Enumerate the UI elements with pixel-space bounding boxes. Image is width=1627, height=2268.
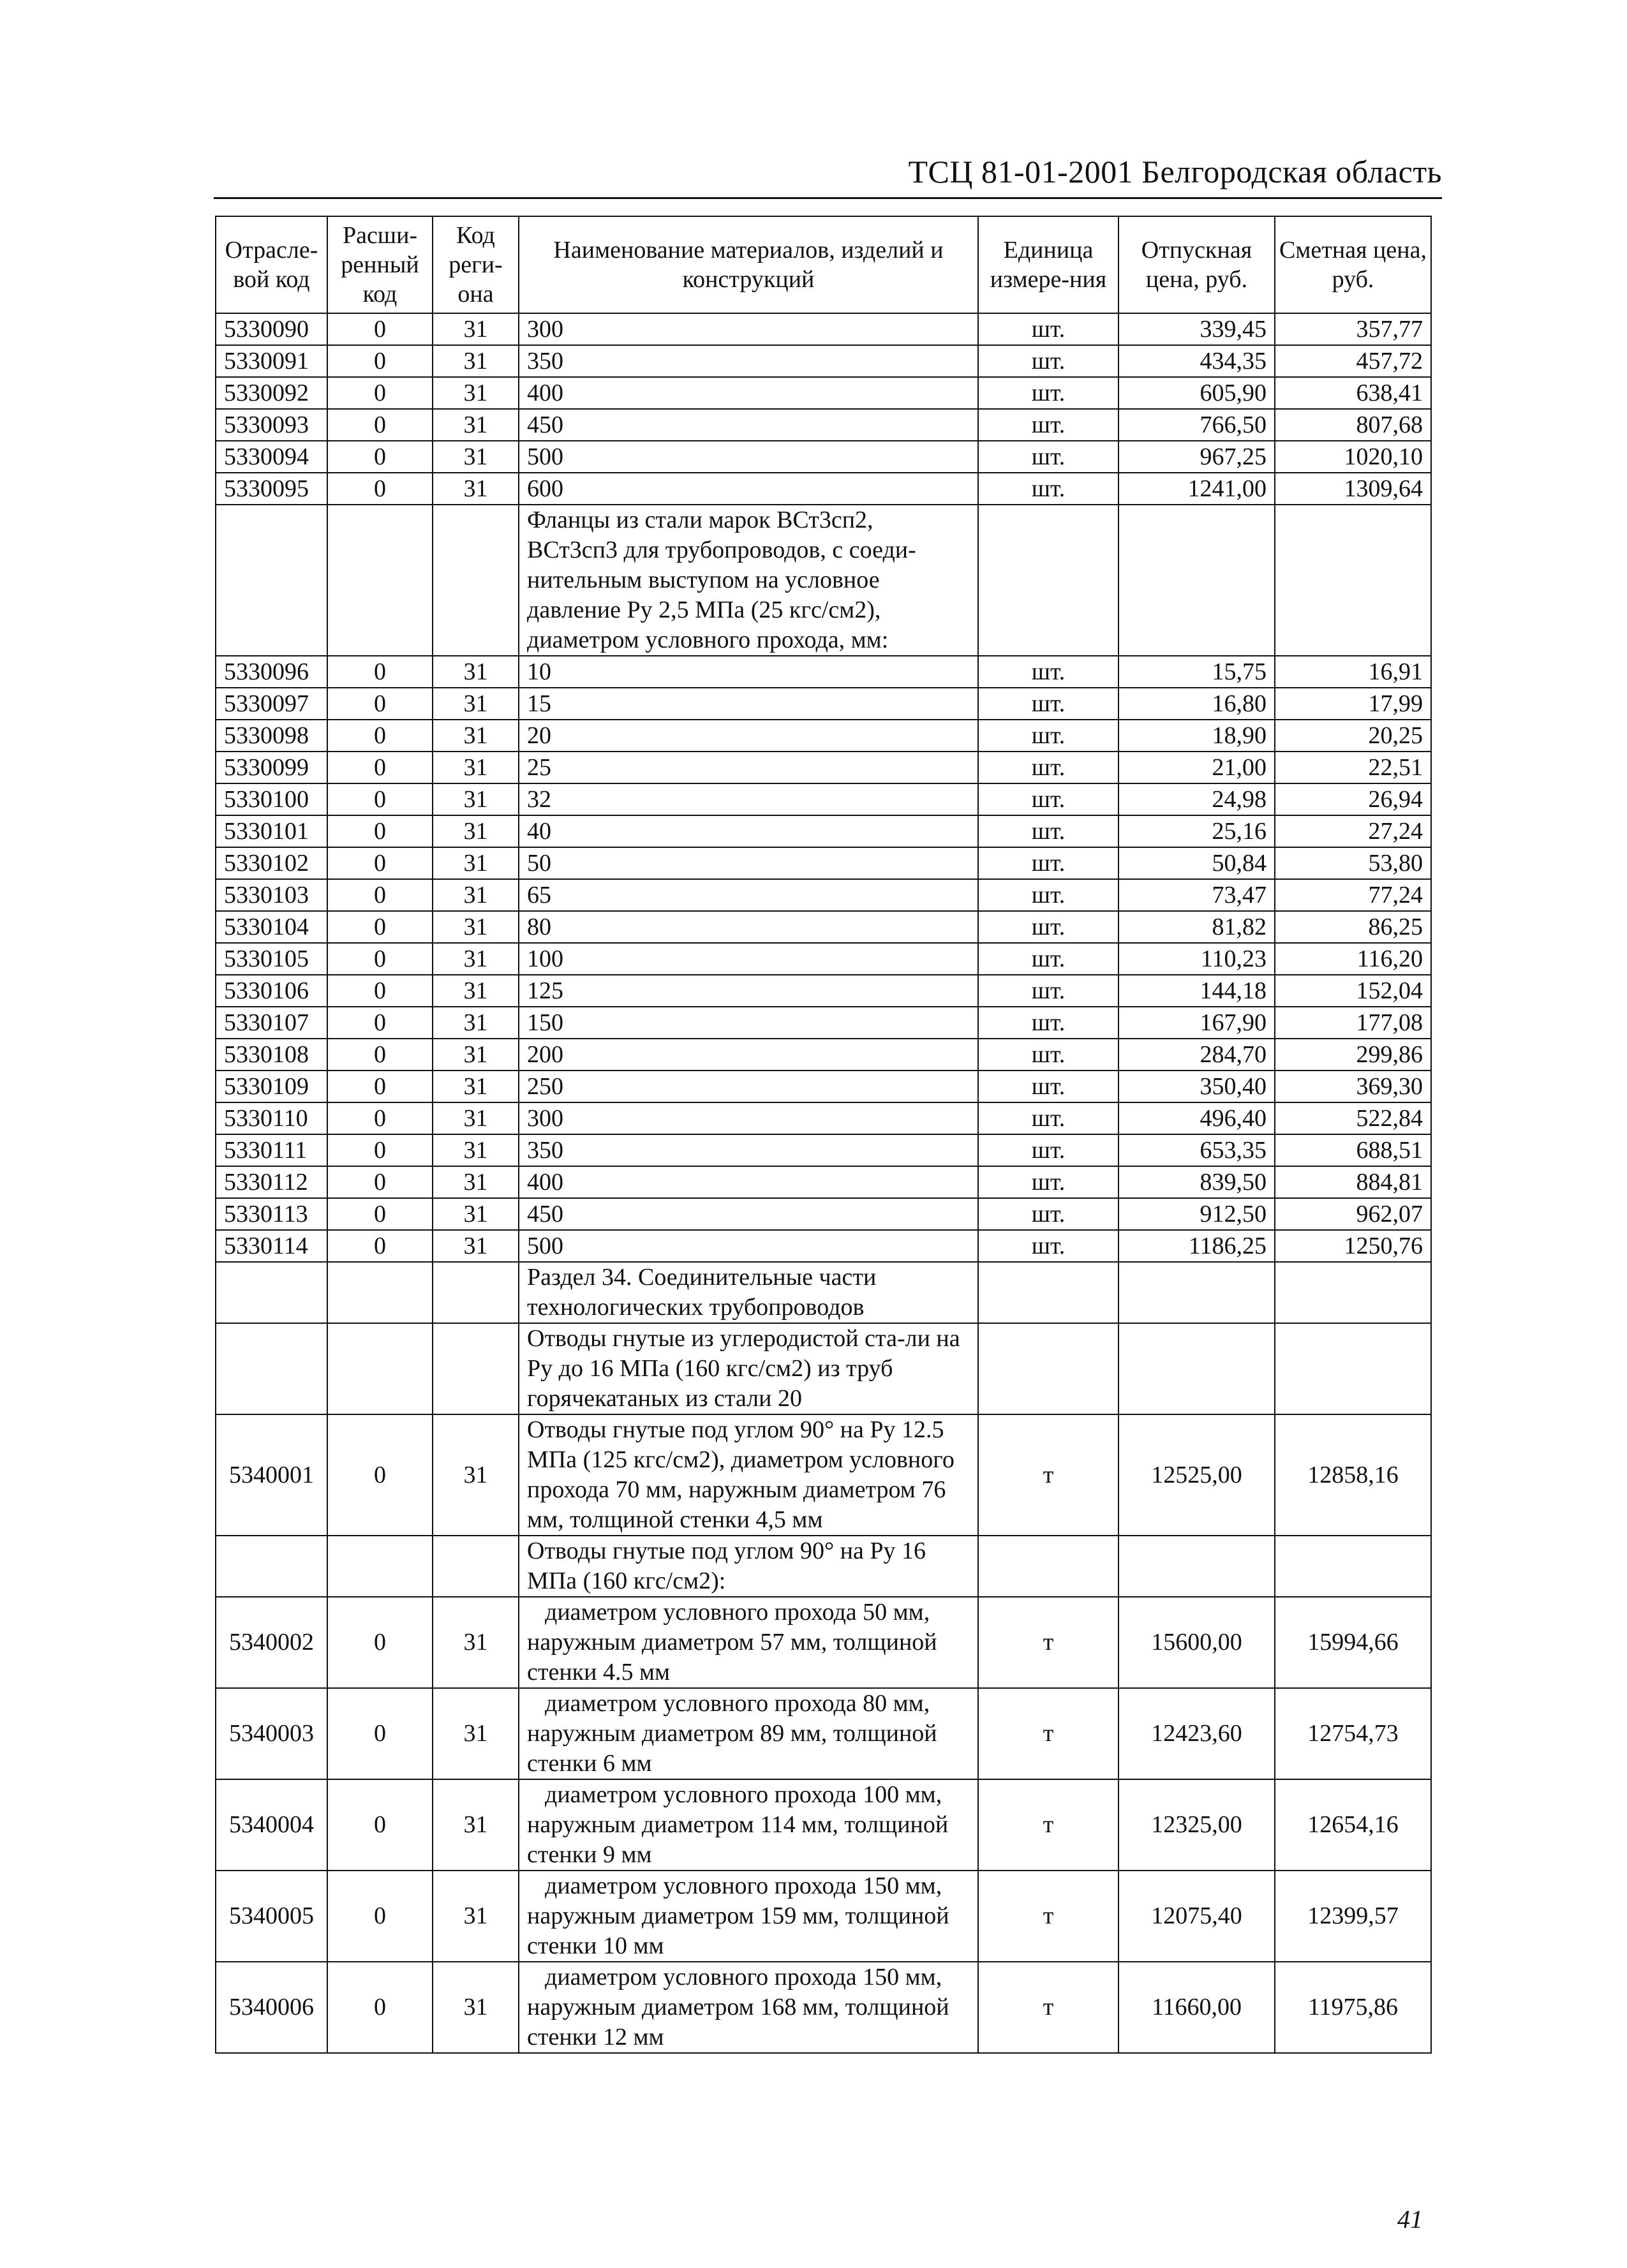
release-price-cell: 496,40 [1118, 1102, 1275, 1134]
estimate-price-cell: 26,94 [1275, 783, 1431, 815]
unit-cell: шт. [978, 409, 1118, 441]
extended-code-cell: 0 [327, 720, 433, 752]
extended-code-cell: 0 [327, 911, 433, 943]
estimate-price-cell: 638,41 [1275, 377, 1431, 409]
industry-code-cell: 5330091 [216, 345, 327, 377]
table-row [216, 752, 1431, 783]
region-code-cell: 31 [433, 377, 519, 409]
unit-cell: т [978, 1414, 1118, 1536]
table-row [216, 1007, 1431, 1039]
unit-cell: шт. [978, 377, 1118, 409]
empty-cell [1118, 1262, 1275, 1323]
name-cell: 150 [519, 1007, 978, 1039]
industry-code-cell: 5340006 [216, 1962, 327, 2053]
estimate-price-cell: 17,99 [1275, 688, 1431, 720]
table-row [216, 1102, 1431, 1134]
unit-cell: шт. [978, 783, 1118, 815]
group-header-row [216, 505, 1431, 656]
table-row [216, 1134, 1431, 1166]
release-price-cell: 12075,40 [1118, 1871, 1275, 1962]
unit-cell: шт. [978, 1071, 1118, 1102]
release-price-cell: 350,40 [1118, 1071, 1275, 1102]
industry-code-cell: 5330111 [216, 1134, 327, 1166]
estimate-price-cell: 12858,16 [1275, 1414, 1431, 1536]
column-header-estimate-price: Сметная цена, руб. [1275, 216, 1431, 313]
region-code-cell: 31 [433, 752, 519, 783]
estimate-price-cell: 688,51 [1275, 1134, 1431, 1166]
name-cell: 15 [519, 688, 978, 720]
unit-cell: шт. [978, 656, 1118, 688]
table-row [216, 783, 1431, 815]
estimate-price-cell: 12399,57 [1275, 1871, 1431, 1962]
name-cell: диаметром условного прохода 150 мм, наружным диаметром 159 мм, толщиной стенки 10 мм [519, 1871, 978, 1962]
release-price-cell: 16,80 [1118, 688, 1275, 720]
empty-cell [327, 1323, 433, 1414]
empty-cell [1275, 1323, 1431, 1414]
region-code-cell: 31 [433, 313, 519, 345]
price-table [215, 216, 1432, 2054]
estimate-price-cell: 16,91 [1275, 656, 1431, 688]
estimate-price-cell: 357,77 [1275, 313, 1431, 345]
unit-cell: шт. [978, 879, 1118, 911]
estimate-price-cell: 152,04 [1275, 975, 1431, 1007]
estimate-price-cell: 22,51 [1275, 752, 1431, 783]
release-price-cell: 21,00 [1118, 752, 1275, 783]
region-code-cell: 31 [433, 688, 519, 720]
release-price-cell: 15600,00 [1118, 1597, 1275, 1688]
name-cell: 500 [519, 441, 978, 473]
extended-code-cell: 0 [327, 345, 433, 377]
release-price-cell: 12525,00 [1118, 1414, 1275, 1536]
industry-code-cell: 5330092 [216, 377, 327, 409]
unit-cell: шт. [978, 1007, 1118, 1039]
industry-code-cell: 5330094 [216, 441, 327, 473]
unit-cell: шт. [978, 1039, 1118, 1071]
extended-code-cell: 0 [327, 1779, 433, 1871]
region-code-cell: 31 [433, 911, 519, 943]
extended-code-cell: 0 [327, 1871, 433, 1962]
extended-code-cell: 0 [327, 1230, 433, 1262]
industry-code-cell: 5330093 [216, 409, 327, 441]
release-price-cell: 18,90 [1118, 720, 1275, 752]
industry-code-cell: 5340005 [216, 1871, 327, 1962]
empty-cell [1118, 505, 1275, 656]
group-header-row [216, 1536, 1431, 1597]
extended-code-cell: 0 [327, 441, 433, 473]
region-code-cell: 31 [433, 1779, 519, 1871]
estimate-price-cell: 15994,66 [1275, 1597, 1431, 1688]
extended-code-cell: 0 [327, 1166, 433, 1198]
table-row [216, 943, 1431, 975]
empty-cell [1275, 505, 1431, 656]
extended-code-cell: 0 [327, 377, 433, 409]
industry-code-cell: 5340003 [216, 1688, 327, 1779]
region-code-cell: 31 [433, 1871, 519, 1962]
table-row [216, 1597, 1431, 1688]
unit-cell: шт. [978, 1198, 1118, 1230]
empty-cell [978, 1262, 1118, 1323]
industry-code-cell: 5330104 [216, 911, 327, 943]
header-rule [214, 197, 1442, 199]
unit-cell: шт. [978, 720, 1118, 752]
release-price-cell: 1241,00 [1118, 473, 1275, 505]
name-cell: 350 [519, 1134, 978, 1166]
empty-cell [1275, 1262, 1431, 1323]
region-code-cell: 31 [433, 656, 519, 688]
table-row [216, 1962, 1431, 2053]
release-price-cell: 434,35 [1118, 345, 1275, 377]
release-price-cell: 653,35 [1118, 1134, 1275, 1166]
industry-code-cell: 5330108 [216, 1039, 327, 1071]
release-price-cell: 839,50 [1118, 1166, 1275, 1198]
estimate-price-cell: 11975,86 [1275, 1962, 1431, 2053]
industry-code-cell: 5340001 [216, 1414, 327, 1536]
empty-cell [1275, 1536, 1431, 1597]
section-title: Раздел 34. Соединительные части технологических трубопроводов [519, 1262, 978, 1323]
region-code-cell: 31 [433, 847, 519, 879]
estimate-price-cell: 12754,73 [1275, 1688, 1431, 1779]
table-row [216, 1166, 1431, 1198]
region-code-cell: 31 [433, 975, 519, 1007]
page-number: 41 [1397, 2205, 1423, 2234]
unit-cell: т [978, 1871, 1118, 1962]
name-cell: 600 [519, 473, 978, 505]
industry-code-cell: 5330107 [216, 1007, 327, 1039]
release-price-cell: 912,50 [1118, 1198, 1275, 1230]
group-title: Отводы гнутые из углеродистой ста-ли на Ру до 16 МПа (160 кгс/см2) из труб горячекатаных из стали 20 [519, 1323, 978, 1414]
unit-cell: шт. [978, 473, 1118, 505]
region-code-cell: 31 [433, 815, 519, 847]
release-price-cell: 339,45 [1118, 313, 1275, 345]
table-row [216, 847, 1431, 879]
column-header-unit: Единица измере-ния [978, 216, 1118, 313]
table-row [216, 879, 1431, 911]
group-header-row [216, 1323, 1431, 1414]
region-code-cell: 31 [433, 1134, 519, 1166]
estimate-price-cell: 962,07 [1275, 1198, 1431, 1230]
extended-code-cell: 0 [327, 815, 433, 847]
extended-code-cell: 0 [327, 1962, 433, 2053]
estimate-price-cell: 77,24 [1275, 879, 1431, 911]
region-code-cell: 31 [433, 943, 519, 975]
unit-cell: шт. [978, 313, 1118, 345]
empty-cell [216, 505, 327, 656]
region-code-cell: 31 [433, 879, 519, 911]
region-code-cell: 31 [433, 1597, 519, 1688]
extended-code-cell: 0 [327, 975, 433, 1007]
release-price-cell: 11660,00 [1118, 1962, 1275, 2053]
release-price-cell: 12423,60 [1118, 1688, 1275, 1779]
empty-cell [978, 1323, 1118, 1414]
empty-cell [433, 1262, 519, 1323]
empty-cell [433, 1536, 519, 1597]
estimate-price-cell: 299,86 [1275, 1039, 1431, 1071]
empty-cell [1118, 1323, 1275, 1414]
name-cell: диаметром условного прохода 100 мм, наружным диаметром 114 мм, толщиной стенки 9 мм [519, 1779, 978, 1871]
extended-code-cell: 0 [327, 1597, 433, 1688]
extended-code-cell: 0 [327, 1071, 433, 1102]
table-row [216, 1871, 1431, 1962]
table-row [216, 1779, 1431, 1871]
table-row [216, 720, 1431, 752]
release-price-cell: 605,90 [1118, 377, 1275, 409]
name-cell: диаметром условного прохода 150 мм, наружным диаметром 168 мм, толщиной стенки 12 мм [519, 1962, 978, 2053]
table-row [216, 1039, 1431, 1071]
unit-cell: т [978, 1779, 1118, 1871]
release-price-cell: 967,25 [1118, 441, 1275, 473]
empty-cell [327, 505, 433, 656]
table-body [216, 313, 1431, 2053]
empty-cell [327, 1536, 433, 1597]
table-row [216, 409, 1431, 441]
name-cell: 40 [519, 815, 978, 847]
name-cell: 32 [519, 783, 978, 815]
release-price-cell: 12325,00 [1118, 1779, 1275, 1871]
unit-cell: шт. [978, 1102, 1118, 1134]
unit-cell: шт. [978, 975, 1118, 1007]
region-code-cell: 31 [433, 1166, 519, 1198]
name-cell: 450 [519, 1198, 978, 1230]
region-code-cell: 31 [433, 473, 519, 505]
name-cell: 80 [519, 911, 978, 943]
industry-code-cell: 5330102 [216, 847, 327, 879]
estimate-price-cell: 1309,64 [1275, 473, 1431, 505]
empty-cell [433, 505, 519, 656]
table-row [216, 656, 1431, 688]
name-cell: 300 [519, 313, 978, 345]
name-cell: 25 [519, 752, 978, 783]
table-row [216, 377, 1431, 409]
unit-cell: шт. [978, 752, 1118, 783]
table-row [216, 441, 1431, 473]
name-cell: 350 [519, 345, 978, 377]
empty-cell [978, 1536, 1118, 1597]
column-header-release-price: Отпускная цена, руб. [1118, 216, 1275, 313]
release-price-cell: 110,23 [1118, 943, 1275, 975]
name-cell: 125 [519, 975, 978, 1007]
extended-code-cell: 0 [327, 943, 433, 975]
table-row [216, 1198, 1431, 1230]
name-cell: 200 [519, 1039, 978, 1071]
unit-cell: шт. [978, 688, 1118, 720]
industry-code-cell: 5330097 [216, 688, 327, 720]
unit-cell: шт. [978, 911, 1118, 943]
extended-code-cell: 0 [327, 656, 433, 688]
region-code-cell: 31 [433, 720, 519, 752]
unit-cell: шт. [978, 1166, 1118, 1198]
estimate-price-cell: 116,20 [1275, 943, 1431, 975]
estimate-price-cell: 53,80 [1275, 847, 1431, 879]
name-cell: диаметром условного прохода 80 мм, наружным диаметром 89 мм, толщиной стенки 6 мм [519, 1688, 978, 1779]
region-code-cell: 31 [433, 783, 519, 815]
extended-code-cell: 0 [327, 1414, 433, 1536]
industry-code-cell: 5330100 [216, 783, 327, 815]
extended-code-cell: 0 [327, 783, 433, 815]
empty-cell [433, 1323, 519, 1414]
column-header-extended-code: Расши-ренный код [327, 216, 433, 313]
region-code-cell: 31 [433, 1039, 519, 1071]
table-row [216, 1230, 1431, 1262]
unit-cell: т [978, 1962, 1118, 2053]
region-code-cell: 31 [433, 1102, 519, 1134]
name-cell: Отводы гнутые под углом 90° на Ру 12.5 МПа (125 кгс/см2), диаметром условного прохода 70 мм, наружным диаметром 76 мм, толщиной стенки 4,5 мм [519, 1414, 978, 1536]
name-cell: 10 [519, 656, 978, 688]
name-cell: 400 [519, 1166, 978, 1198]
industry-code-cell: 5330106 [216, 975, 327, 1007]
estimate-price-cell: 522,84 [1275, 1102, 1431, 1134]
region-code-cell: 31 [433, 441, 519, 473]
region-code-cell: 31 [433, 1071, 519, 1102]
unit-cell: шт. [978, 847, 1118, 879]
table-header-row [216, 216, 1431, 313]
release-price-cell: 73,47 [1118, 879, 1275, 911]
estimate-price-cell: 1020,10 [1275, 441, 1431, 473]
industry-code-cell: 5330095 [216, 473, 327, 505]
region-code-cell: 31 [433, 409, 519, 441]
unit-cell: шт. [978, 345, 1118, 377]
column-header-industry-code: Отрасле-вой код [216, 216, 327, 313]
name-cell: 100 [519, 943, 978, 975]
unit-cell: шт. [978, 441, 1118, 473]
name-cell: 20 [519, 720, 978, 752]
release-price-cell: 284,70 [1118, 1039, 1275, 1071]
table-row [216, 1688, 1431, 1779]
region-code-cell: 31 [433, 1198, 519, 1230]
extended-code-cell: 0 [327, 1198, 433, 1230]
release-price-cell: 144,18 [1118, 975, 1275, 1007]
empty-cell [216, 1323, 327, 1414]
region-code-cell: 31 [433, 1414, 519, 1536]
estimate-price-cell: 457,72 [1275, 345, 1431, 377]
table-row [216, 1071, 1431, 1102]
industry-code-cell: 5340002 [216, 1597, 327, 1688]
region-code-cell: 31 [433, 1230, 519, 1262]
unit-cell: шт. [978, 1134, 1118, 1166]
release-price-cell: 167,90 [1118, 1007, 1275, 1039]
industry-code-cell: 5330109 [216, 1071, 327, 1102]
industry-code-cell: 5330099 [216, 752, 327, 783]
extended-code-cell: 0 [327, 1134, 433, 1166]
name-cell: 250 [519, 1071, 978, 1102]
extended-code-cell: 0 [327, 1039, 433, 1071]
unit-cell: шт. [978, 1230, 1118, 1262]
estimate-price-cell: 369,30 [1275, 1071, 1431, 1102]
estimate-price-cell: 12654,16 [1275, 1779, 1431, 1871]
extended-code-cell: 0 [327, 847, 433, 879]
table-row [216, 473, 1431, 505]
industry-code-cell: 5330112 [216, 1166, 327, 1198]
industry-code-cell: 5330090 [216, 313, 327, 345]
region-code-cell: 31 [433, 1007, 519, 1039]
table-row [216, 815, 1431, 847]
extended-code-cell: 0 [327, 879, 433, 911]
industry-code-cell: 5330114 [216, 1230, 327, 1262]
table-row [216, 688, 1431, 720]
name-cell: 500 [519, 1230, 978, 1262]
name-cell: 400 [519, 377, 978, 409]
industry-code-cell: 5330101 [216, 815, 327, 847]
extended-code-cell: 0 [327, 313, 433, 345]
industry-code-cell: 5330105 [216, 943, 327, 975]
empty-cell [978, 505, 1118, 656]
empty-cell [1118, 1536, 1275, 1597]
section-header-row [216, 1262, 1431, 1323]
unit-cell: т [978, 1688, 1118, 1779]
empty-cell [216, 1262, 327, 1323]
column-header-name: Наименование материалов, изделий и конструкций [519, 216, 978, 313]
empty-cell [216, 1536, 327, 1597]
document-title: ТСЦ 81-01-2001 Белгородская область [908, 154, 1442, 189]
region-code-cell: 31 [433, 1688, 519, 1779]
name-cell: 450 [519, 409, 978, 441]
release-price-cell: 766,50 [1118, 409, 1275, 441]
estimate-price-cell: 177,08 [1275, 1007, 1431, 1039]
estimate-price-cell: 20,25 [1275, 720, 1431, 752]
extended-code-cell: 0 [327, 1102, 433, 1134]
industry-code-cell: 5330103 [216, 879, 327, 911]
group-title: Отводы гнутые под углом 90° на Ру 16 МПа (160 кгс/см2): [519, 1536, 978, 1597]
extended-code-cell: 0 [327, 473, 433, 505]
table-row [216, 1414, 1431, 1536]
extended-code-cell: 0 [327, 1688, 433, 1779]
industry-code-cell: 5330110 [216, 1102, 327, 1134]
group-title: Фланцы из стали марок ВСт3сп2, ВСт3сп3 для трубопроводов, с соеди-нительным выступом на условное давление Ру 2,5 МПа (25 кгс/см2), диаметром условного прохода, мм: [519, 505, 978, 656]
empty-cell [327, 1262, 433, 1323]
release-price-cell: 81,82 [1118, 911, 1275, 943]
industry-code-cell: 5330113 [216, 1198, 327, 1230]
industry-code-cell: 5330096 [216, 656, 327, 688]
unit-cell: т [978, 1597, 1118, 1688]
extended-code-cell: 0 [327, 1007, 433, 1039]
page-header [214, 148, 1442, 199]
column-header-region-code: Код реги-она [433, 216, 519, 313]
extended-code-cell: 0 [327, 752, 433, 783]
estimate-price-cell: 27,24 [1275, 815, 1431, 847]
release-price-cell: 1186,25 [1118, 1230, 1275, 1262]
industry-code-cell: 5330098 [216, 720, 327, 752]
industry-code-cell: 5340004 [216, 1779, 327, 1871]
name-cell: 65 [519, 879, 978, 911]
name-cell: диаметром условного прохода 50 мм, наружным диаметром 57 мм, толщиной стенки 4.5 мм [519, 1597, 978, 1688]
unit-cell: шт. [978, 943, 1118, 975]
extended-code-cell: 0 [327, 688, 433, 720]
table-row [216, 911, 1431, 943]
region-code-cell: 31 [433, 345, 519, 377]
table-row [216, 345, 1431, 377]
unit-cell: шт. [978, 815, 1118, 847]
estimate-price-cell: 884,81 [1275, 1166, 1431, 1198]
table-row [216, 975, 1431, 1007]
release-price-cell: 15,75 [1118, 656, 1275, 688]
estimate-price-cell: 86,25 [1275, 911, 1431, 943]
extended-code-cell: 0 [327, 409, 433, 441]
name-cell: 300 [519, 1102, 978, 1134]
region-code-cell: 31 [433, 1962, 519, 2053]
release-price-cell: 24,98 [1118, 783, 1275, 815]
estimate-price-cell: 807,68 [1275, 409, 1431, 441]
release-price-cell: 25,16 [1118, 815, 1275, 847]
estimate-price-cell: 1250,76 [1275, 1230, 1431, 1262]
release-price-cell: 50,84 [1118, 847, 1275, 879]
table-row [216, 313, 1431, 345]
name-cell: 50 [519, 847, 978, 879]
